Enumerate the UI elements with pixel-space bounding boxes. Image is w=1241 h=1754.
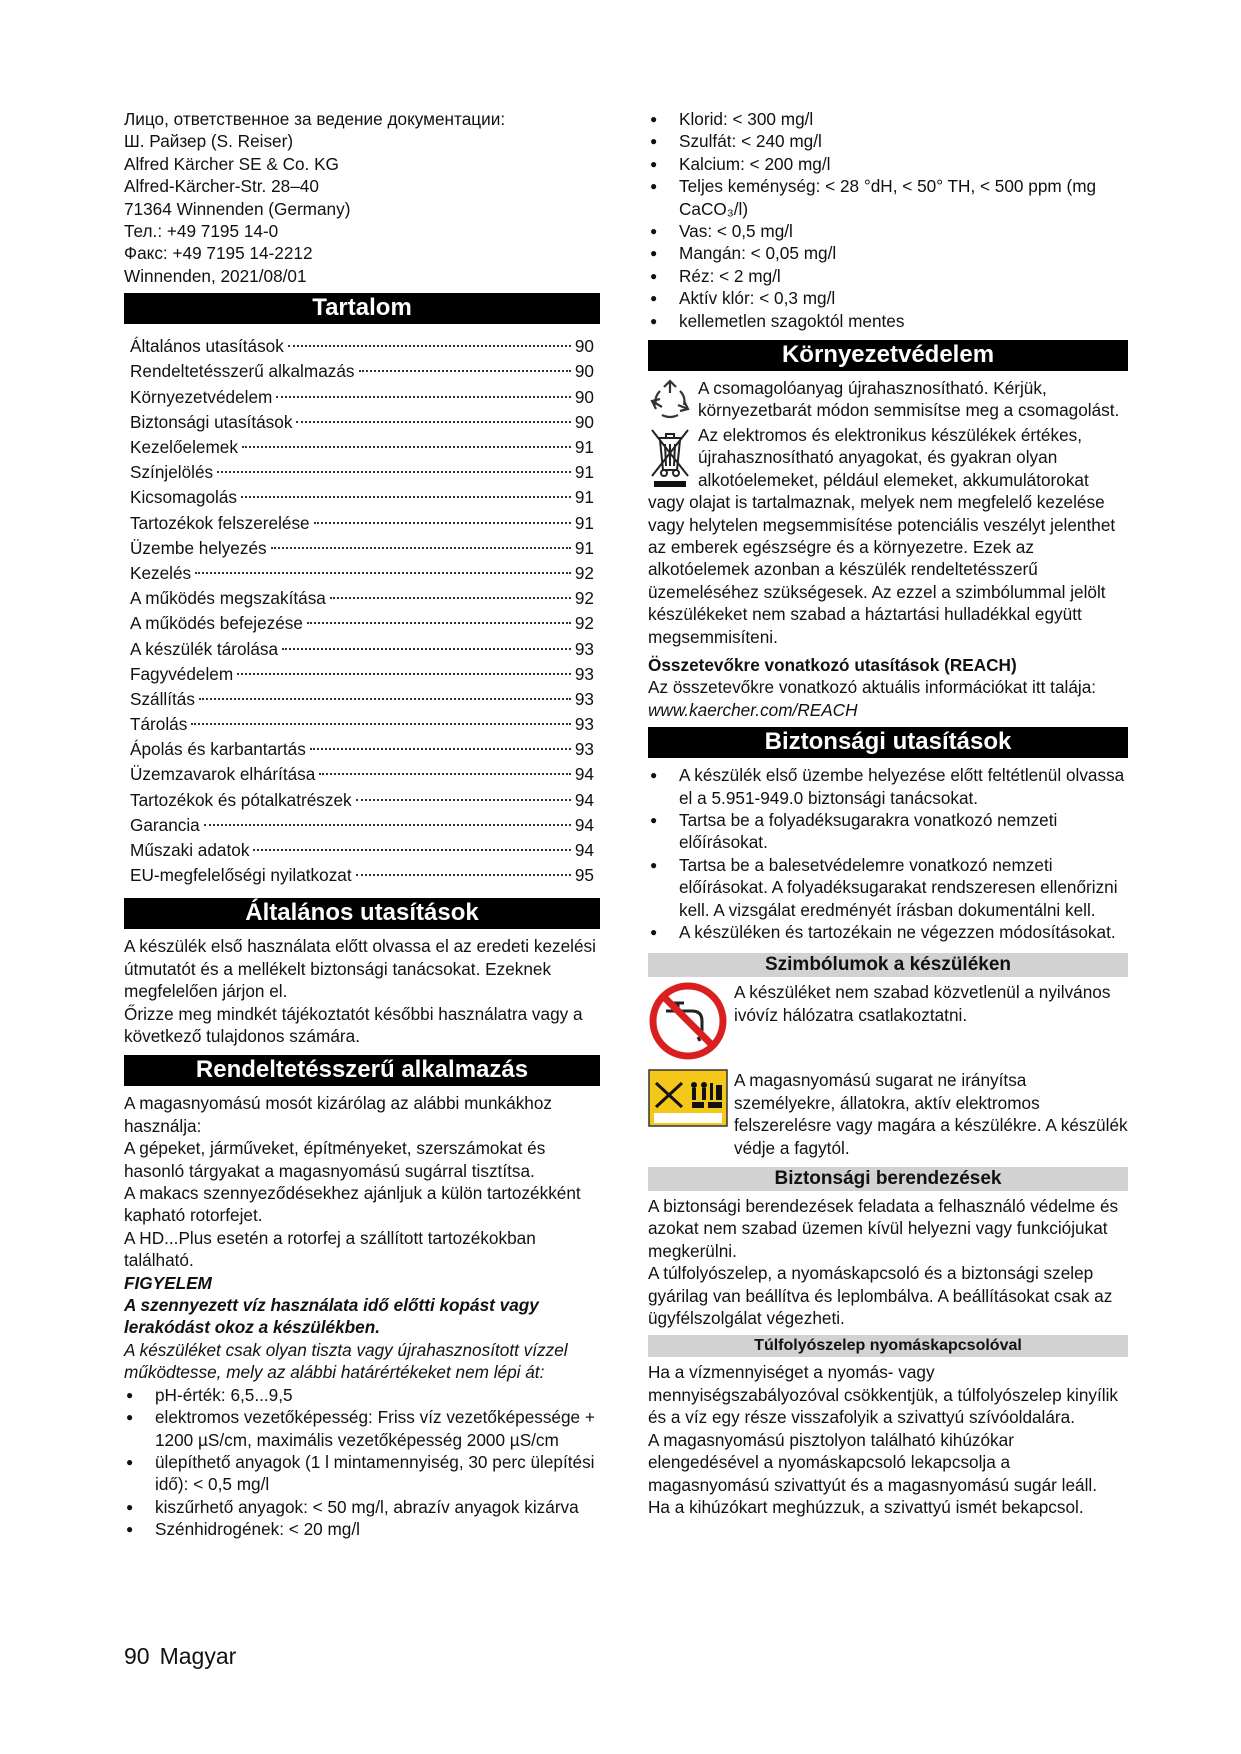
symbol-description: A készüléket nem szabad közvetlenül a nyilvános ivóvíz hálózatra csatlakoztatni. (734, 982, 1111, 1025)
toc-leader-dots (282, 648, 571, 650)
list-item: ● A készüléken és tartozékain ne végezzen módosításokat. (648, 921, 1128, 943)
toc-entry-page: 90 (574, 386, 594, 407)
list-item: ● Tartsa be a folyadéksugarakra vonatkozó nemzeti előírásokat. (648, 809, 1128, 854)
toc-entry-title: A készülék tárolása (130, 638, 279, 659)
toc-entry-page: 90 (574, 361, 594, 382)
warning-text: A készüléket csak olyan tiszta vagy újrahasznosított vízzel működtesse, mely az alábbi határértékeket nem lépi át: (124, 1339, 568, 1383)
intended-paragraph: A makacs szennyeződésekhez ajánljuk a külön tartozékként kapható rotorfejet. (124, 1183, 581, 1226)
toc-entry[interactable] (130, 611, 594, 636)
list-item: ● Kalcium: < 200 mg/l (648, 153, 1128, 175)
toc-entry-title: Általános utasítások (130, 336, 284, 357)
toc-entry-page: 91 (574, 487, 594, 508)
toc-leader-dots (191, 723, 571, 725)
toc-entry-title: Tartozékok és pótalkatrészek (130, 789, 352, 810)
toc-entry-title: Szállítás (130, 688, 195, 709)
toc-entry-page: 93 (574, 663, 594, 684)
toc-leader-dots (241, 496, 571, 498)
environment-heading: Környezetvédelem (648, 340, 1128, 371)
toc-entry[interactable] (130, 813, 594, 838)
toc-leader-dots (271, 547, 571, 549)
reach-heading: Összetevőkre vonatkozó utasítások (REACH) (648, 654, 1017, 675)
list-item: ● Tartsa be a balesetvédelemre vonatkozó nemzeti előírásokat. A folyadéksugarakat rendszeresen ellenőrizni kell. A vizsgálat eredményét írásban dokumentálni kell. (648, 854, 1128, 921)
toc-entry-page: 94 (574, 764, 594, 785)
list-item: ● pH-érték: 6,5...9,5 (124, 1384, 600, 1406)
contact-line: Alfred Kärcher SE & Co. KG (124, 153, 339, 174)
toc-entry-page: 91 (574, 537, 594, 558)
contact-line: Winnenden, 2021/08/01 (124, 265, 307, 286)
table-of-contents (124, 330, 600, 894)
general-paragraph: Őrizze meg mindkét tájékoztatót későbbi használatra vagy a következő tulajdonos számára. (124, 1003, 583, 1046)
warning-bold-text: A szennyezett víz használata idő előtti kopást vagy lerakódást okoz a készülékben. (124, 1295, 539, 1338)
toc-entry-page: 93 (574, 714, 594, 735)
devices-paragraph: A biztonsági berendezések feladata a felhasználó védelme és azokat nem szabad üzemen kívül helyezni vagy funkciójukat megkerülni. (648, 1196, 1119, 1261)
toc-entry-title: Kezelés (130, 562, 192, 583)
toc-entry-page: 92 (574, 562, 594, 583)
list-item: ● Teljes keménység: < 28 °dH, < 50° TH, < 500 ppm (mg CaCO₃/l) (648, 175, 1128, 220)
toc-entry-page: 94 (574, 840, 594, 860)
env-paragraph: Az elektromos és elektronikus készülékek értékes, újrahasznosítható anyagokat, és gyakran olyan alkotóelemeket, például elemeket, akkumulátorokat vagy olajat is tartalmaznak, melyek nem megfelelő kezelése vagy helytelen megsemmisítése potenciális veszélyt jelenthet az emberek egészségre és a környezetre. Ezek az alkotóelemek azonban a készülék rendeltetésszerű üzemeléséhez szükségesek. Az ezzel a szimbólummal jelölt készülékeket nem szabad a háztartási hulladékkal együtt megsemmisíteni. (648, 424, 1116, 647)
water-limits-list-continued (648, 108, 1128, 332)
toc-entry-title: Tartozékok felszerelése (130, 512, 310, 533)
toc-entry-page: 92 (574, 613, 594, 634)
left-column (124, 108, 600, 1541)
toc-entry-page: 93 (574, 638, 594, 659)
devices-paragraph: A túlfolyószelep, a nyomáskapcsoló és a biztonsági szelep gyárilag van beállítva és leplombálva. A beállításokat csak az ügyfélszolgálat végezheti. (648, 1263, 1113, 1329)
toc-entry-title: Kicsomagolás (130, 487, 237, 508)
toc-leader-dots (237, 673, 571, 675)
toc-leader-dots (356, 874, 571, 876)
toc-leader-dots (296, 421, 570, 423)
intended-use-heading: Rendeltetésszerű alkalmazás (124, 1055, 600, 1086)
overflow-paragraph: Ha a kihúzókart meghúzzuk, a szivattyú ismét bekapcsol. (648, 1496, 1084, 1517)
toc-entry-title: Színjelölés (130, 462, 214, 483)
toc-entry[interactable] (130, 485, 594, 510)
toc-entry[interactable] (130, 359, 594, 384)
safety-list (648, 764, 1128, 943)
contact-block (124, 108, 600, 287)
toc-entry-title: Ápolás és karbantartás (130, 739, 306, 760)
toc-leader-dots (199, 698, 571, 700)
reach-paragraph (648, 676, 1128, 721)
toc-entry[interactable] (130, 687, 594, 712)
page-number: 90 (124, 1643, 150, 1669)
toc-leader-dots (314, 522, 571, 524)
toc-entry-title: Üzemzavarok elhárítása (130, 764, 316, 785)
env-paragraph: A csomagolóanyag újrahasznosítható. Kérjük, környezetbarát módon semmisítse meg a csomagolást. (698, 378, 1120, 421)
symbol-description: A magasnyomású sugarat ne irányítsa személyekre, állatokra, aktív elektromos felszerelésre vagy magára a készülékre. A készülék védje a fagytól. (734, 1070, 1128, 1158)
list-item: ● Klorid: < 300 mg/l (648, 108, 1128, 130)
toc-entry[interactable] (130, 334, 594, 359)
toc-entry[interactable] (130, 737, 594, 762)
general-paragraph: A készülék első használata előtt olvassa el az eredeti kezelési útmutatót és a mellékelt biztonsági tanácsokat. Ezeknek megfelelően járjon el. (124, 936, 596, 1002)
toc-heading: Tartalom (124, 293, 600, 324)
toc-entry-page: 92 (574, 588, 594, 609)
toc-leader-dots (330, 597, 571, 599)
list-item: ● Mangán: < 0,05 mg/l (648, 242, 1128, 264)
toc-entry-page: 91 (574, 512, 594, 533)
toc-entry-page: 93 (574, 739, 594, 760)
toc-entry-title: Garancia (130, 814, 200, 835)
toc-entry[interactable] (130, 788, 594, 813)
toc-entry[interactable] (130, 762, 594, 787)
list-item: ● kellemetlen szagoktól mentes (648, 310, 1128, 332)
water-limits-list (124, 1384, 600, 1541)
toc-entry[interactable] (130, 838, 594, 863)
right-column (648, 108, 1128, 1518)
toc-entry-title: EU-megfelelőségi nyilatkozat (130, 865, 352, 886)
toc-leader-dots (195, 572, 571, 574)
toc-entry[interactable] (130, 863, 594, 888)
toc-leader-dots (310, 748, 571, 750)
toc-entry[interactable] (130, 511, 594, 536)
contact-line: Ш. Райзер (S. Reiser) (124, 131, 294, 152)
toc-entry[interactable] (130, 536, 594, 561)
list-item: ● Réz: < 2 mg/l (648, 265, 1128, 287)
toc-entry[interactable] (130, 637, 594, 662)
overflow-valve-heading: Túlfolyószelep nyomáskapcsolóval (648, 1335, 1128, 1357)
toc-entry-title: Környezetvédelem (130, 386, 273, 407)
general-heading: Általános utasítások (124, 898, 600, 929)
contact-line: Лицо, ответственное за ведение документации: (124, 109, 506, 129)
toc-entry-page: 93 (574, 688, 594, 709)
toc-entry-title: Üzembe helyezés (130, 537, 267, 558)
overflow-paragraph: Ha a vízmennyiséget a nyomás- vagy mennyiségszabályozóval csökkentjük, a túlfolyószelep kinyílik és a víz egy része visszafolyik a szivattyú szívóoldalára. (648, 1362, 1119, 1428)
toc-entry[interactable] (130, 410, 594, 435)
toc-entry-title: Kezelőelemek (130, 437, 238, 457)
overflow-paragraph: A magasnyomású pisztolyon található kihúzókar elengedésével a nyomáskapcsoló lekapcsolja a magasnyomású szivattyút és a magasnyomású sugár leáll. (648, 1429, 1097, 1495)
list-item: ● Szulfát: < 240 mg/l (648, 130, 1128, 152)
warning-label: FIGYELEM (124, 1272, 212, 1293)
list-item: ● Vas: < 0,5 mg/l (648, 220, 1128, 242)
contact-line: Alfred-Kärcher-Str. 28–40 (124, 176, 319, 197)
toc-entry-title: Tárolás (130, 714, 188, 735)
page-footer (124, 1643, 246, 1670)
toc-entry-page: 91 (574, 437, 594, 457)
toc-leader-dots (319, 773, 571, 775)
toc-leader-dots (356, 799, 571, 801)
toc-entry-title: Biztonsági utasítások (130, 411, 293, 432)
symbol-row (648, 1069, 1128, 1159)
safety-heading: Biztonsági utasítások (648, 727, 1128, 758)
toc-leader-dots (242, 446, 571, 448)
toc-leader-dots (276, 396, 571, 398)
toc-entry-title: A működés befejezése (130, 613, 303, 634)
toc-leader-dots (204, 824, 571, 826)
crossed-bin-icon (648, 424, 692, 488)
toc-entry-page: 94 (574, 814, 594, 835)
toc-entry-title: A működés megszakítása (130, 588, 326, 609)
toc-entry-page: 95 (574, 865, 594, 886)
toc-leader-dots (253, 849, 570, 851)
toc-entry[interactable] (130, 561, 594, 586)
no-drinking-water-connection-icon (648, 981, 728, 1061)
toc-entry[interactable] (130, 712, 594, 737)
list-item: ● elektromos vezetőképesség: Friss víz vezetőképessége + 1200 µS/cm, maximális vezetőképesség 2000 µS/cm (124, 1406, 600, 1451)
list-item: ● ülepíthető anyagok (1 l mintamennyiség, 30 perc ülepítési idő): < 0,5 mg/l (124, 1451, 600, 1496)
recycling-icon (648, 377, 692, 421)
toc-entry-title: Rendeltetésszerű alkalmazás (130, 361, 355, 382)
toc-leader-dots (307, 622, 571, 624)
recycling-note (648, 377, 1128, 422)
toc-entry[interactable] (130, 586, 594, 611)
toc-entry[interactable] (130, 460, 594, 485)
toc-entry[interactable] (130, 435, 594, 460)
toc-entry-title: Műszaki adatok (130, 840, 250, 860)
toc-entry-title: Fagyvédelem (130, 663, 234, 684)
symbols-heading: Szimbólumok a készüléken (648, 953, 1128, 977)
toc-entry[interactable] (130, 385, 594, 410)
list-item: ● kiszűrhető anyagok: < 50 mg/l, abrazív anyagok kizárva (124, 1496, 600, 1518)
toc-leader-dots (217, 471, 571, 473)
toc-entry-page: 90 (574, 411, 594, 432)
toc-entry-page: 94 (574, 789, 594, 810)
contact-line: Факс: +49 7195 14-2212 (124, 243, 313, 264)
weee-note (648, 424, 1128, 648)
list-item: ● Aktív klór: < 0,3 mg/l (648, 287, 1128, 309)
intended-paragraph: A HD...Plus esetén a rotorfej a szállított tartozékokban található. (124, 1227, 536, 1271)
intended-paragraph: A magasnyomású mosót kizárólag az alábbi munkákhoz használja: (124, 1093, 552, 1136)
intended-paragraph: A gépeket, járműveket, építményeket, szerszámokat és hasonló tárgyakat a magasnyomású sugárral tisztítsa. (124, 1138, 546, 1181)
toc-leader-dots (288, 345, 571, 347)
contact-line: 71364 Winnenden (Germany) (124, 198, 351, 219)
symbol-row (648, 981, 1128, 1061)
reach-link[interactable]: www.kaercher.com/REACH (648, 699, 858, 720)
high-pressure-warning-sticker-icon (648, 1069, 728, 1127)
language-label: Magyar (159, 1643, 237, 1669)
toc-entry-page: 91 (574, 462, 594, 483)
toc-entry[interactable] (130, 662, 594, 687)
list-item: ● A készülék első üzembe helyezése előtt feltétlenül olvassa el a 5.951-949.0 biztonsági tanácsokat. (648, 764, 1128, 809)
toc-leader-dots (359, 370, 571, 372)
contact-line: Тел.: +49 7195 14-0 (124, 221, 279, 242)
toc-entry-page: 90 (574, 336, 594, 357)
safety-devices-heading: Biztonsági berendezések (648, 1167, 1128, 1191)
reach-text: Az összetevőkre vonatkozó aktuális információkat itt talája: (648, 677, 1097, 698)
list-item: ● Szénhidrogének: < 20 mg/l (124, 1518, 600, 1540)
